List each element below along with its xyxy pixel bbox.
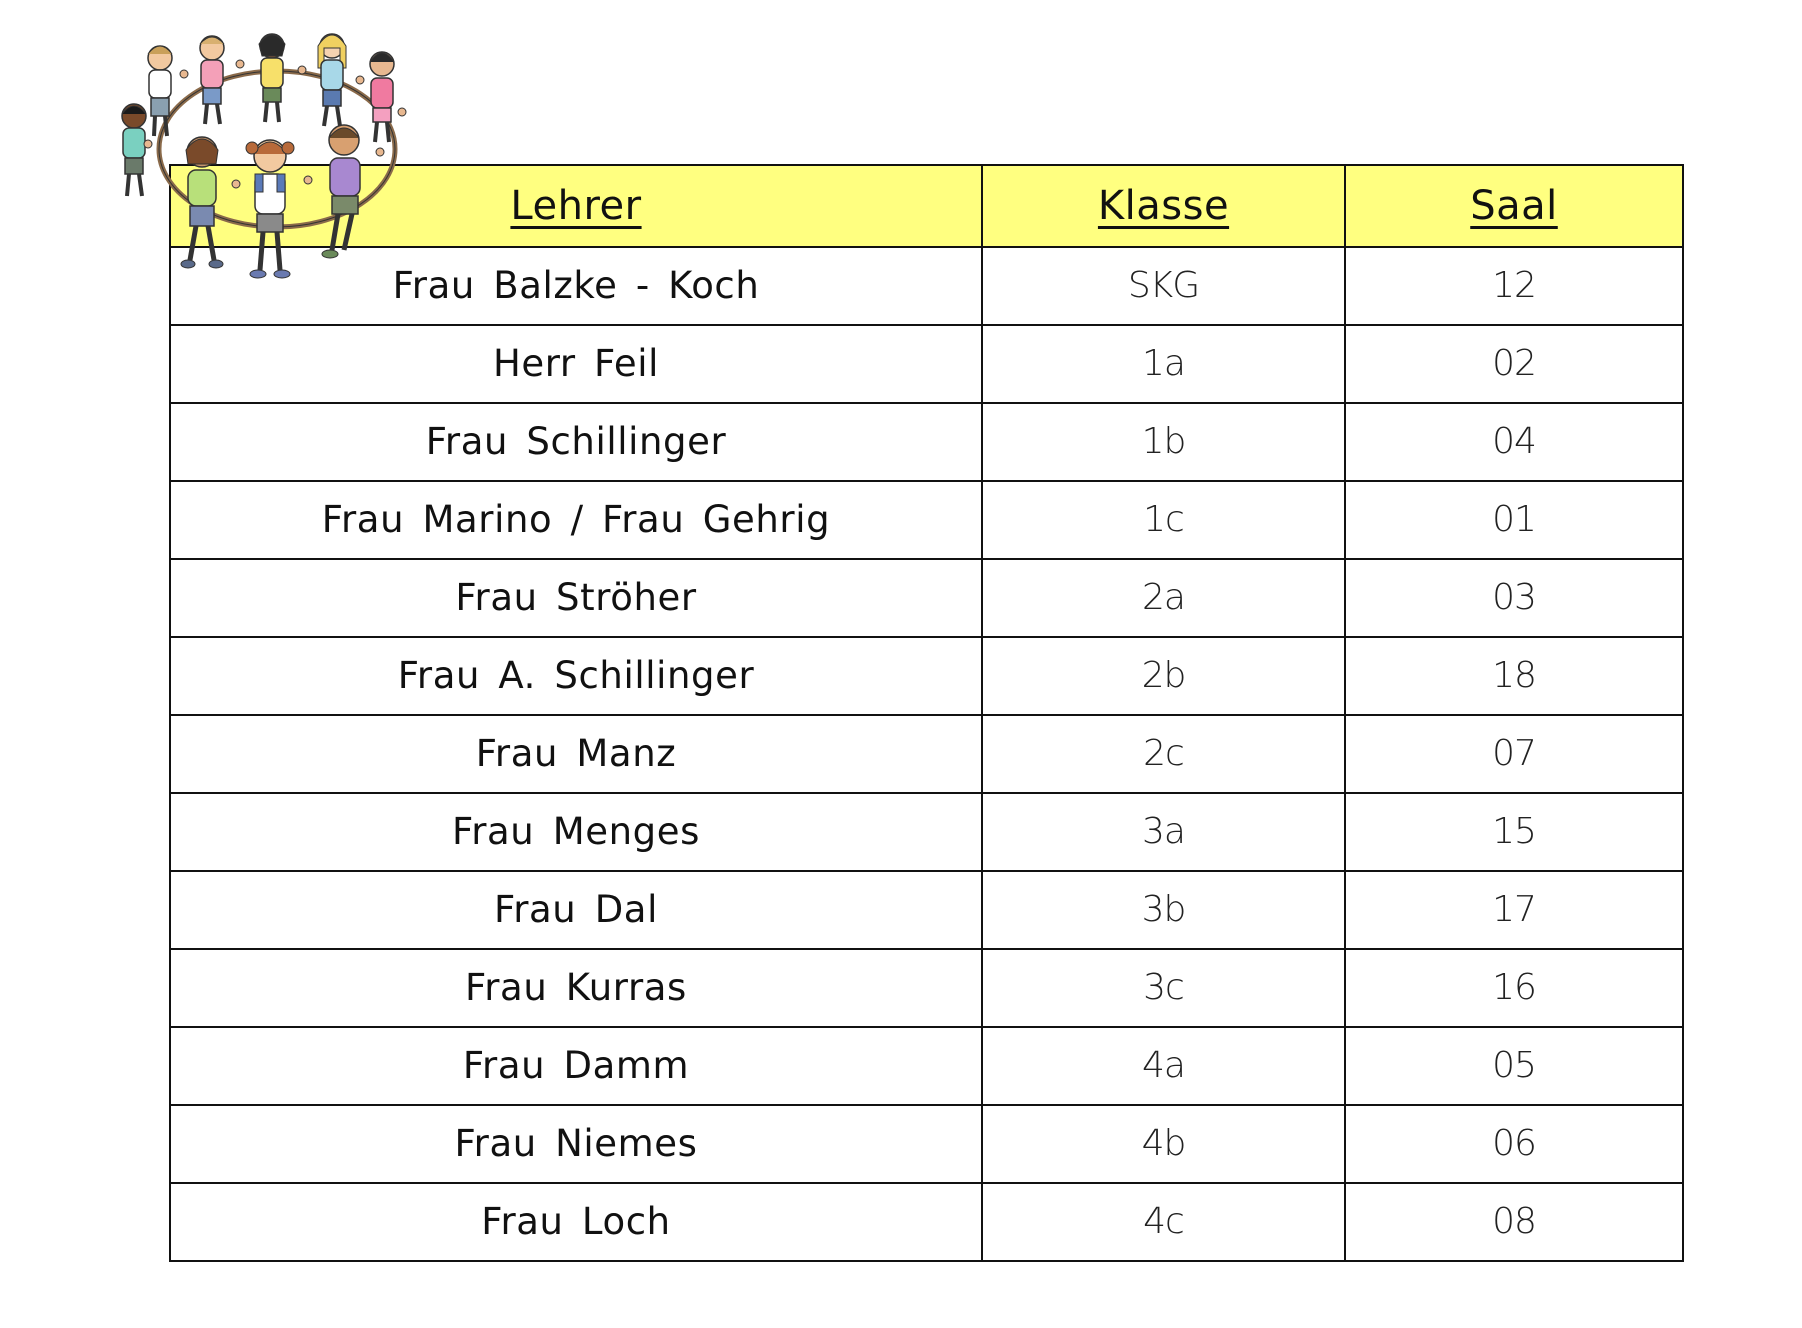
header-saal-label: Saal — [1470, 183, 1558, 229]
cell-saal: 12 — [1345, 247, 1683, 325]
cell-saal: 01 — [1345, 481, 1683, 559]
cell-lehrer: Frau Dal — [170, 871, 982, 949]
table-row — [170, 481, 1683, 559]
cell-klasse: SKG — [982, 247, 1345, 325]
table-row — [170, 871, 1683, 949]
header-saal — [1345, 165, 1683, 247]
table-row — [170, 403, 1683, 481]
cell-lehrer: Frau A. Schillinger — [170, 637, 982, 715]
table-row — [170, 1183, 1683, 1261]
cell-lehrer: Frau Ströher — [170, 559, 982, 637]
cell-klasse: 1b — [982, 403, 1345, 481]
table-row — [170, 793, 1683, 871]
cell-lehrer: Frau Menges — [170, 793, 982, 871]
children-circle-illustration — [112, 24, 432, 296]
cell-klasse: 3c — [982, 949, 1345, 1027]
cell-klasse: 2a — [982, 559, 1345, 637]
cell-lehrer: Frau Kurras — [170, 949, 982, 1027]
cell-saal: 08 — [1345, 1183, 1683, 1261]
cell-saal: 02 — [1345, 325, 1683, 403]
cell-klasse: 3a — [982, 793, 1345, 871]
cell-lehrer: Frau Loch — [170, 1183, 982, 1261]
cell-klasse: 4b — [982, 1105, 1345, 1183]
cell-lehrer: Frau Manz — [170, 715, 982, 793]
cell-saal: 03 — [1345, 559, 1683, 637]
cell-saal: 04 — [1345, 403, 1683, 481]
cell-lehrer: Herr Feil — [170, 325, 982, 403]
cell-saal: 05 — [1345, 1027, 1683, 1105]
header-lehrer-label: Lehrer — [510, 183, 642, 229]
cell-saal: 07 — [1345, 715, 1683, 793]
cell-klasse: 2c — [982, 715, 1345, 793]
cell-saal: 06 — [1345, 1105, 1683, 1183]
cell-klasse: 3b — [982, 871, 1345, 949]
header-klasse-label: Klasse — [1097, 183, 1230, 229]
cell-lehrer: Frau Niemes — [170, 1105, 982, 1183]
table-row — [170, 325, 1683, 403]
cell-lehrer: Frau Marino / Frau Gehrig — [170, 481, 982, 559]
table-row — [170, 1027, 1683, 1105]
cell-klasse: 1a — [982, 325, 1345, 403]
cell-saal: 18 — [1345, 637, 1683, 715]
cell-saal: 16 — [1345, 949, 1683, 1027]
cell-lehrer: Frau Damm — [170, 1027, 982, 1105]
cell-lehrer: Frau Balzke - Koch — [170, 247, 982, 325]
cell-klasse: 4a — [982, 1027, 1345, 1105]
table-row — [170, 1105, 1683, 1183]
cell-saal: 15 — [1345, 793, 1683, 871]
table-row — [170, 715, 1683, 793]
cell-saal: 17 — [1345, 871, 1683, 949]
table-row — [170, 559, 1683, 637]
cell-lehrer: Frau Schillinger — [170, 403, 982, 481]
table-row — [170, 949, 1683, 1027]
header-klasse — [982, 165, 1345, 247]
cell-klasse: 4c — [982, 1183, 1345, 1261]
table-row — [170, 637, 1683, 715]
cell-klasse: 2b — [982, 637, 1345, 715]
cell-klasse: 1c — [982, 481, 1345, 559]
teacher-class-room-table — [169, 164, 1684, 1262]
